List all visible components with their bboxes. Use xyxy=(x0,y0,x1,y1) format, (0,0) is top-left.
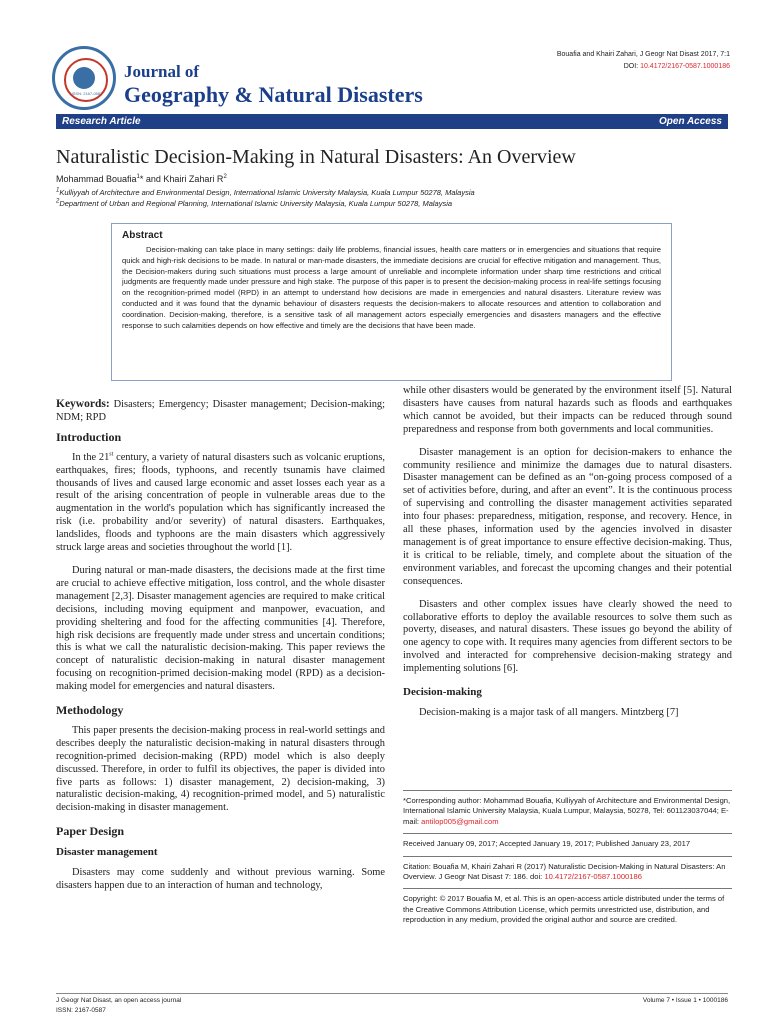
intro-paragraph-2: During natural or man-made disasters, the decisions made at the first time are crucial to achieve effective mitigation, loss control, and the whole disaster management [2,3]. Disaster management agencies are required to make critical decisions, including moving equipment and manpower, evacuation, and providing sheltering and food for the affecting communities [4]. Therefore, high risk decisions are frequently made under stress and uncertain conditions; this is what we call the naturalistic decision-making. This paper reviews the concept of naturalistic decision-making in natural disaster management focusing on recognition-primed decision-making model (RPD) as a decision-making model for emergencies and natural disasters. xyxy=(56,564,385,693)
logo-issn: ISSN: 2167-0587 xyxy=(71,91,103,96)
corresponding-author-note: *Corresponding author: Mohammad Bouafia, Kulliyyah of Architecture and Environmental Design, International Islamic University Malaysia, Kuala Lumpur, Malaysia, 50278, Tel: 601123037044; E-mail: antilop005@gmail.com xyxy=(403,790,732,827)
footer-volume: Volume 7 • Issue 1 • 1000186 xyxy=(642,997,728,1004)
methodology-heading: Methodology xyxy=(56,703,124,718)
citation-note: Citation: Bouafia M, Khairi Zahari R (2017) Naturalistic Decision-Making in Natural Disasters: An Overview. J Geogr Nat Disast 7: 186. doi: 10.4172/2167-0587.1000186 xyxy=(403,856,732,883)
intro-paragraph-1: In the 21st century, a variety of natural disasters such as volcanic eruptions, earthquakes, fires; floods, typhoons, and recently tsunamis have claimed thousands of lives and caused large economic and asset losses each year as a result of the arising concentration of people in vulnerable areas due to the augmentation in the world's population which has significantly increased the risk (i.e. probability and/or severity) of natural disasters. Earthquakes, landslides, floods and typhoons are the main disasters which aggressively struck large areas and societies throughout the world [1]. xyxy=(56,451,386,554)
right-paragraph-3: Disasters and other complex issues have clearly showed the need to collaborative efforts to deploy the available resources to solve them such as poverty, diseases, and natural disasters. These issues go beyond the ability of one agency to cope with. It requires many agencies from different sectors to be involved and interacted for comprehensive decision-making strategy and implementing solutions [6]. xyxy=(403,598,732,675)
footer-journal: J Geogr Nat Disast, an open access journal xyxy=(56,997,182,1004)
right-paragraph-2: Disaster management is an option for decision-makers to enhance the community resilience and minimize the damages due to natural disasters. Disaster management can be defined as an “on-going process composed of a set of activities before, during, and after an event”. It is the continuous process of supervising and controlling the disaster management activities separated into four phases: preparedness, mitigation, response, and recovery. Hence, in all these phases, information used by the agencies involved in disaster management is of great importance to ensure effective decision-making. Thus, it is critical to be reliable, timely, and complete about the situation of the environment variables, and forecast the upcoming changes and their potential consequences. xyxy=(403,446,732,587)
article-type-bar xyxy=(56,114,728,129)
affiliation-1: $^1$Kulliyyah of Architecture and Environmental Design, International Islamic University Malaysia, Kuala Lumpur 50278, Malaysia xyxy=(56,187,475,197)
methodology-paragraph: This paper presents the decision-making process in real-world settings and describes deeply the naturalistic decision-making in natural disasters through recognition-primed decision-making (RPD) model which is also deeply discussed. Therefore, in order to fulfil its objectives, the paper is divided into five parts as follows: 1) disaster management, 2) decision-making, 3) naturalistic decision-making, 4) recognition-primed model, and 5) naturalistic decision-making in disaster management. xyxy=(56,724,385,814)
paper-design-heading: Paper Design xyxy=(56,824,125,839)
keywords-text: Disasters; Emergency; Disaster management; Decision-making; NDM; RPD xyxy=(56,399,385,423)
journal-name-line1: Journal of xyxy=(124,62,200,81)
abstract-heading: Abstract xyxy=(122,230,163,241)
keywords-label: Keywords: xyxy=(56,398,110,410)
introduction-heading: Introduction xyxy=(56,429,122,444)
authors: Mohammad Bouafia$^1$* and Khairi Zahari $R^2$ xyxy=(56,174,227,184)
header-doi xyxy=(624,63,730,70)
journal-logo xyxy=(52,46,116,110)
abstract-box xyxy=(111,223,672,381)
doi-link[interactable]: 10.4172/2167-0587.1000186 xyxy=(640,63,730,70)
affiliation-2: $^2$Department of Urban and Regional Planning, International Islamic University Malaysia, Kuala Lumpur 50278, Malaysia xyxy=(56,198,453,208)
footer-issn: ISSN: 2167-0587 xyxy=(56,1007,106,1014)
decision-making-heading: Decision-making xyxy=(403,686,482,699)
dates-note: Received January 09, 2017; Accepted January 19, 2017; Published January 23, 2017 xyxy=(403,833,732,849)
doi-label: DOI: xyxy=(623,63,641,70)
decision-making-paragraph: Decision-making is a major task of all mangers. Mintzberg [7] xyxy=(419,706,679,718)
right-paragraph-1: while other disasters would be generated by the environment itself [5]. Natural disasters have causes from natural hazards such as floods and earthquakes which cannot be avoided, but their impacts can be reduced through sound preparedness and response from both governments and local communities. xyxy=(403,385,732,435)
disaster-management-heading: Disaster management xyxy=(56,846,158,859)
disaster-management-paragraph: Disasters may come suddenly and without previous warning. Some disasters happen due to an interaction of human and technology, xyxy=(56,867,385,891)
citation-doi-link[interactable]: 10.4172/2167-0587.1000186 xyxy=(544,872,642,882)
right-column xyxy=(403,385,732,730)
copyright-note: Copyright: © 2017 Bouafia M, et al. This is an open-access article distributed under the terms of the Creative Commons Attribution License, which permits unrestricted use, distribution, and reproduction in any medium, provided the original author and source are credited. xyxy=(403,888,732,925)
open-access-label: Open Access xyxy=(659,116,722,127)
article-notes xyxy=(403,790,732,932)
left-column xyxy=(56,398,385,903)
page-footer xyxy=(56,993,728,1017)
keywords xyxy=(56,398,385,425)
journal-name-line2: Geography & Natural Disasters xyxy=(124,82,423,107)
article-title: Naturalistic Decision-Making in Natural Disasters: An Overview xyxy=(56,146,576,168)
author-email-link[interactable]: antilop005@gmail.com xyxy=(421,816,499,826)
article-type-label: Research Article xyxy=(62,116,141,127)
header-citation: Bouafia and Khairi Zahari, J Geogr Nat Disast 2017, 7:1 xyxy=(556,51,730,58)
abstract-text: Decision-making can take place in many settings: daily life problems, financial issues, health care matters or in emergencies and situations that require quick and high-risk decisions to be made. In natural or man-made disasters, the immediate decisions are crucial for effective mitigation and management. Thus, the Decision-makers during such situations must process a large amount of unreliable and incomplete information under sharp time restrictions and critical judgments are frequently made under pressure and high stake. The purpose of this paper is to present the decision-making process in real-life settings focusing on the recognition-primed model (RPD) in an attempt to understand how decisions are made in emergencies and natural disasters. Literature review was conducted and it was found that the dynamic behaviour of disasters requests the decision-makers to allocate resources and attention to collaboration and coordination. Decision-making, therefore, is a sensitive task of all management actors especially emergencies and disasters managers and the effective response to such calamities depends on how effective and timely are the decisions that have been made. xyxy=(122,245,661,330)
